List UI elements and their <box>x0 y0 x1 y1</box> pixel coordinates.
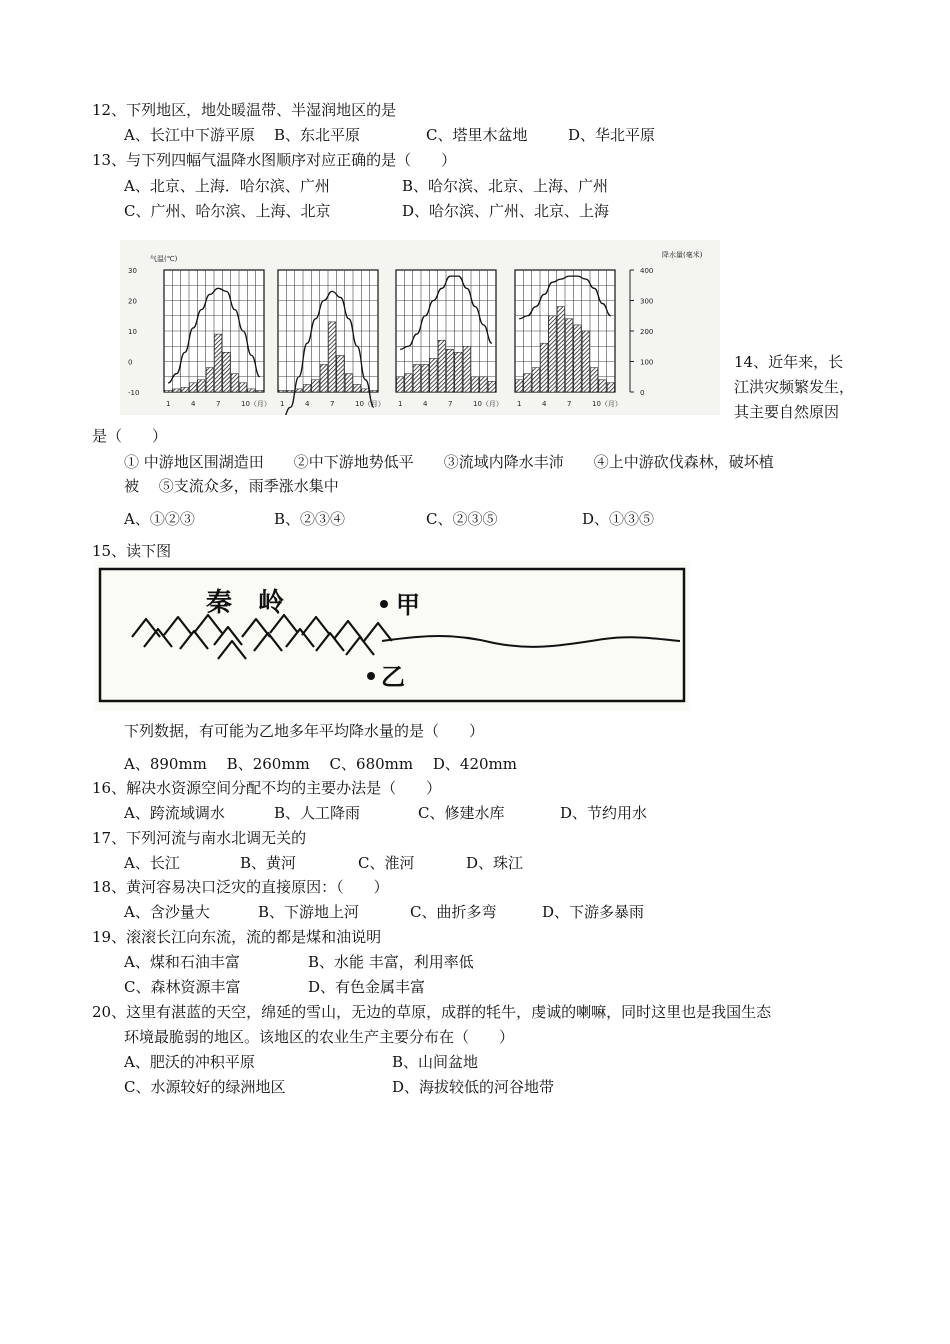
month-tick-label: 4 <box>542 400 547 408</box>
precip-bar <box>405 374 412 392</box>
q14-option-c: C、②③⑤ <box>426 510 498 528</box>
q16-option-b: B、人工降雨 <box>274 804 361 822</box>
precip-bar <box>329 322 336 392</box>
q13-option-b: B、哈尔滨、北京、上海、广州 <box>402 177 609 195</box>
precip-bar <box>488 381 495 392</box>
month-tick-label: 1 <box>398 400 403 408</box>
q15-sub-stem: 下列数据，有可能为乙地多年平均降水量的是（ ） <box>124 722 485 740</box>
climate-chart-4 <box>515 270 622 408</box>
precip-bar <box>438 340 445 392</box>
precip-bar <box>591 368 598 392</box>
precip-bar <box>480 377 487 392</box>
right-tick-label: 400 <box>640 267 654 275</box>
month-tick-label: 10（月） <box>592 400 622 408</box>
month-tick-label: 7 <box>448 400 453 408</box>
precip-bar <box>320 365 327 393</box>
q19-option-d: D、有色金属丰富 <box>308 978 426 996</box>
precip-bar <box>362 389 369 392</box>
q13-option-a: A、北京、上海．哈尔滨、广州 <box>124 177 330 195</box>
q13-option-d: D、哈尔滨、广州、北京、上海 <box>402 202 610 220</box>
q19-option-c: C、森林资源丰富 <box>124 978 241 996</box>
precip-bar <box>304 384 311 392</box>
precip-bar <box>549 316 556 392</box>
q14-stem-cont: 是（ ） <box>92 427 168 445</box>
precip-bar <box>256 391 263 393</box>
month-tick-label: 10（月） <box>473 400 503 408</box>
q14-option-b: B、②③④ <box>274 510 346 528</box>
left-tick-label: 10 <box>128 328 137 336</box>
q16-option-d: D、节约用水 <box>560 804 648 822</box>
precip-bar <box>599 380 606 392</box>
q13-option-c: C、广州、哈尔滨、上海、北京 <box>124 202 331 220</box>
q17-option-b: B、黄河 <box>240 854 297 872</box>
precip-bar <box>422 365 429 393</box>
precip-bar <box>607 383 614 392</box>
precip-bar <box>532 368 539 392</box>
precip-bar <box>455 352 462 392</box>
month-tick-label: 7 <box>567 400 572 408</box>
climate-chart-1 <box>164 270 271 408</box>
month-tick-label: 1 <box>280 400 285 408</box>
q20-option-c: C、水源较好的绿洲地区 <box>124 1078 286 1096</box>
precip-bar <box>240 383 247 392</box>
qinling-map <box>94 561 690 711</box>
q16-stem: 16、解决水资源空间分配不均的主要办法是（ ） <box>92 779 442 797</box>
q16-option-a: A、跨流域调水 <box>124 804 225 822</box>
right-tick-label: 300 <box>640 297 654 306</box>
mountain-label: 秦 岭 <box>206 588 285 618</box>
precip-bar <box>312 380 319 392</box>
climate-chart-3 <box>396 270 503 408</box>
q12-option-d: D、华北平原 <box>568 126 656 144</box>
q12-option-b: B、东北平原 <box>274 126 361 144</box>
q14-option-a: A、①②③ <box>124 510 195 528</box>
q20-option-b: B、山间盆地 <box>392 1053 479 1071</box>
q14-stem-line1: 14、近年来，长 <box>734 353 844 371</box>
precip-bar <box>287 391 294 393</box>
q15-stem: 15、读下图 <box>92 542 172 560</box>
climate-charts-figure <box>120 240 720 415</box>
q18-stem: 18、黄河容易决口泛灾的直接原因：（ ） <box>92 878 389 896</box>
q14-option-d: D、①③⑤ <box>582 510 655 528</box>
month-tick-label: 7 <box>216 400 221 408</box>
precip-bar <box>430 358 437 392</box>
precip-bar <box>557 307 564 392</box>
month-tick-label: 4 <box>305 400 310 408</box>
q15-options: A、890mm B、260mm C、680mm D、420mm <box>124 755 517 773</box>
month-tick-label: 7 <box>330 400 335 408</box>
left-axis-title: 气温(℃) <box>150 255 178 263</box>
q13-stem: 13、与下列四幅气温降水图顺序对应正确的是（ ） <box>92 151 457 169</box>
precip-bar <box>231 374 238 392</box>
precip-bar <box>463 346 470 392</box>
q20-stem-line2: 环境最脆弱的地区。该地区的农业生产主要分布在（ ） <box>124 1028 515 1046</box>
left-tick-label: -10 <box>128 389 140 397</box>
right-axis-title: 降水量(毫米) <box>662 251 703 259</box>
precip-bar <box>223 352 230 392</box>
precip-bar <box>582 331 589 392</box>
precip-bar <box>574 325 581 392</box>
precip-bar <box>413 365 420 393</box>
q19-option-a: A、煤和石油丰富 <box>124 953 240 971</box>
right-tick-label: 200 <box>640 328 654 336</box>
month-tick-label: 1 <box>517 400 522 408</box>
precip-bar <box>206 368 213 392</box>
q20-option-a: A、肥沃的冲积平原 <box>124 1053 255 1071</box>
precip-bar <box>337 355 344 392</box>
month-tick-label: 4 <box>191 400 196 408</box>
q16-option-c: C、修建水库 <box>418 804 505 822</box>
q17-stem: 17、下列河流与南水北调无关的 <box>92 829 307 847</box>
precip-bar <box>472 377 479 392</box>
q17-option-d: D、珠江 <box>466 854 524 872</box>
left-tick-label: 0 <box>128 358 133 367</box>
right-tick-label: 0 <box>640 389 645 397</box>
point-jia-label: 甲 <box>396 591 420 619</box>
precip-bar <box>215 334 222 392</box>
precip-bar <box>181 387 188 392</box>
precip-bar <box>541 343 548 392</box>
precip-bar <box>190 383 197 392</box>
month-tick-label: 10（月） <box>355 400 385 408</box>
q12-option-a: A、长江中下游平原 <box>124 126 255 144</box>
right-tick-label: 100 <box>640 358 654 367</box>
q20-stem-line1: 20、这里有湛蓝的天空，绵延的雪山，无边的草原，成群的牦牛，虔诚的喇嘛，同时这里也是我国生态 <box>92 1003 772 1021</box>
month-tick-label: 1 <box>166 400 171 408</box>
q18-option-c: C、曲折多弯 <box>410 903 497 921</box>
q17-option-a: A、长江 <box>124 854 180 872</box>
precip-bar <box>173 389 180 392</box>
q18-option-b: B、下游地上河 <box>258 903 360 921</box>
left-tick-label: 20 <box>128 297 137 306</box>
q18-option-d: D、下游多暴雨 <box>542 903 645 921</box>
precip-bar <box>397 377 404 392</box>
precip-bar <box>370 391 377 393</box>
precip-bar <box>198 380 205 392</box>
q14-causes-line1: ① 中游地区围湖造田 ②中下游地势低平 ③流域内降水丰沛 ④上中游砍伐森林，破坏植 <box>124 453 774 471</box>
q14-stem-line2: 江洪灾频繁发生， <box>734 378 855 396</box>
q14-stem-line3: 其主要自然原因 <box>734 403 840 421</box>
precip-bar <box>279 391 286 393</box>
q19-stem: 19、滚滚长江向东流，流的都是煤和油说明 <box>92 928 382 946</box>
q12-option-c: C、塔里木盆地 <box>426 126 528 144</box>
precip-bar <box>516 380 523 392</box>
precip-bar <box>354 384 361 392</box>
q14-causes-line2: 被 ⑤支流众多，雨季涨水集中 <box>124 477 339 495</box>
precip-bar <box>566 319 573 392</box>
left-tick-label: 30 <box>128 267 137 275</box>
point-yi-marker <box>367 672 375 680</box>
q19-option-b: B、水能 丰富，利用率低 <box>308 953 474 971</box>
point-jia-marker <box>380 600 388 608</box>
month-tick-label: 10（月） <box>241 400 271 408</box>
month-tick-label: 4 <box>423 400 428 408</box>
precip-bar <box>524 374 531 392</box>
point-yi-label: 乙 <box>381 663 405 691</box>
q17-option-c: C、淮河 <box>358 854 415 872</box>
precip-bar <box>165 391 172 393</box>
precip-bar <box>345 374 352 392</box>
q20-option-d: D、海拔较低的河谷地带 <box>392 1078 555 1096</box>
q18-option-a: A、含沙量大 <box>124 903 210 921</box>
precip-bar <box>447 349 454 392</box>
precip-bar <box>248 389 255 392</box>
precip-bar <box>295 389 302 392</box>
q12-stem: 12、下列地区，地处暖温带、半湿润地区的是 <box>92 101 397 119</box>
